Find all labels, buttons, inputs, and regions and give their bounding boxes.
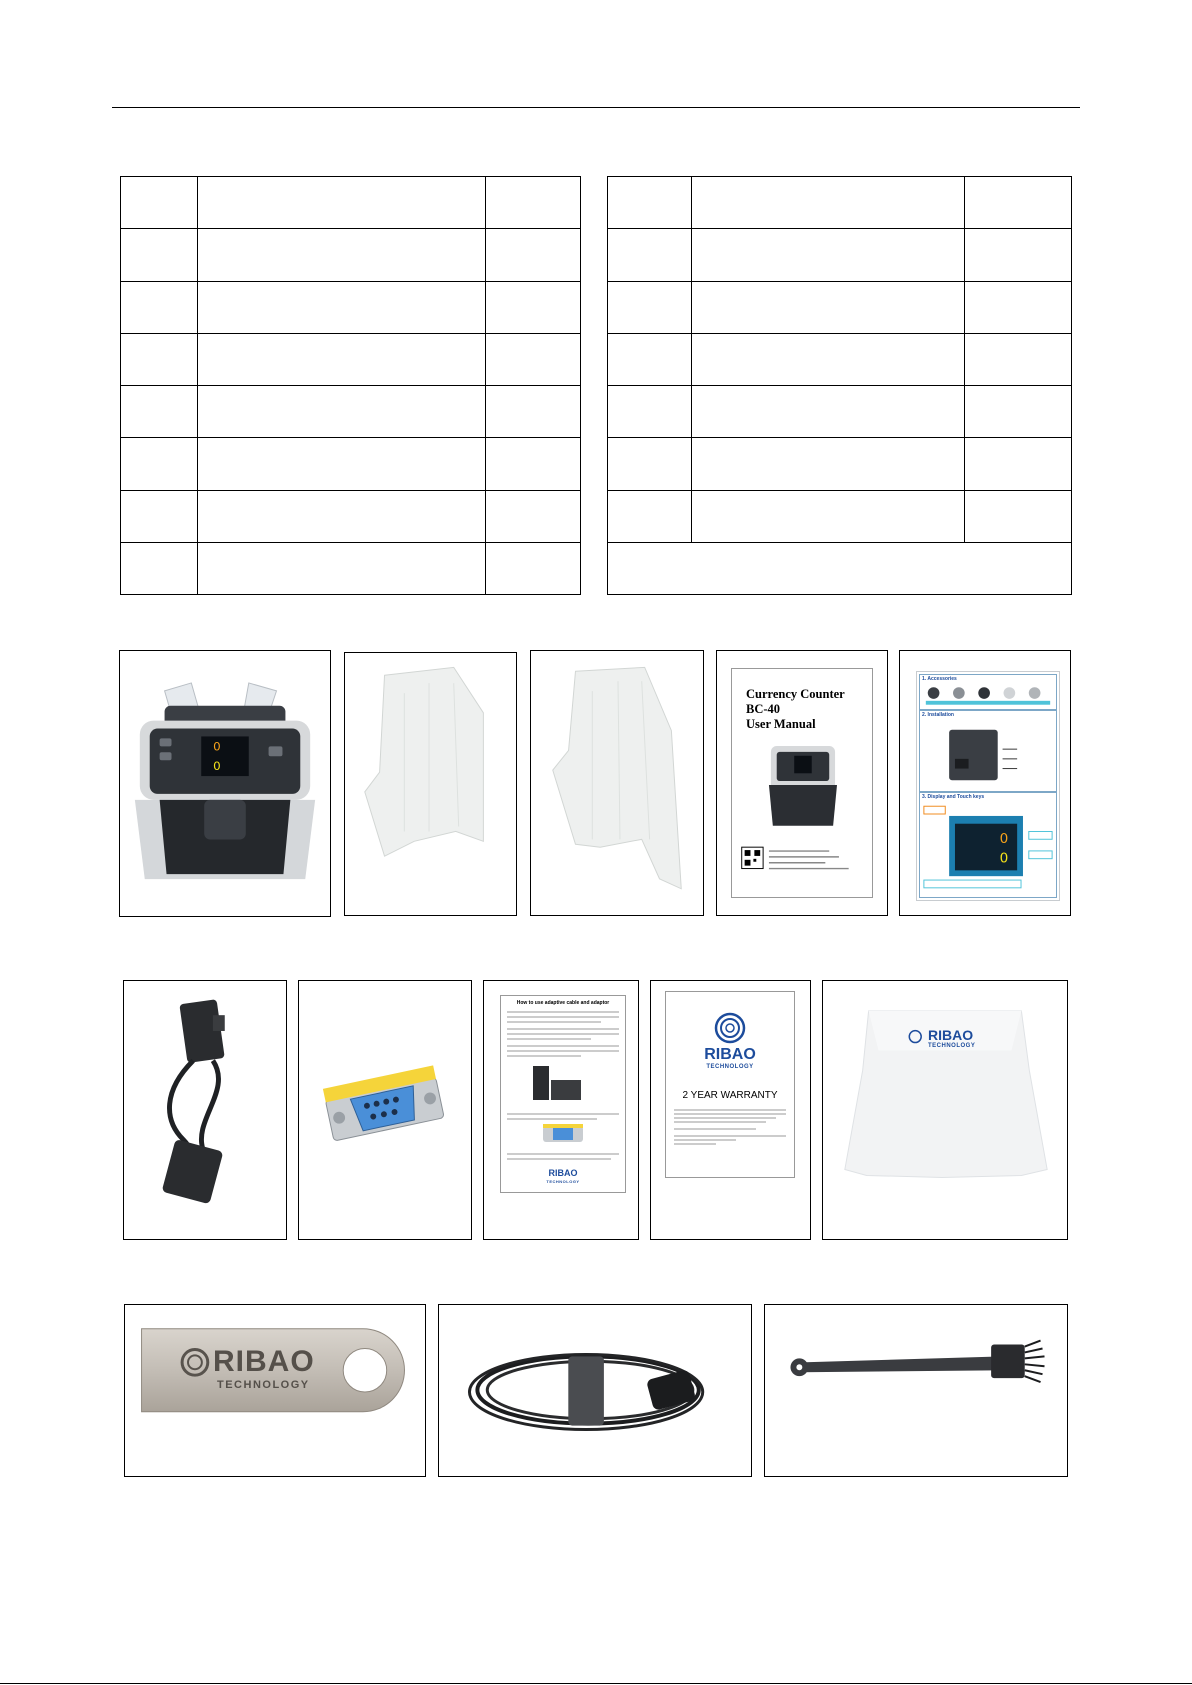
dust-cover-brand: RIBAO	[928, 1027, 974, 1043]
warranty-brand: RIBAO	[704, 1046, 756, 1063]
table-cell	[198, 177, 486, 229]
table-cell	[121, 333, 198, 385]
table-cell	[608, 229, 692, 281]
table-cell	[692, 438, 965, 490]
table-cell	[608, 438, 692, 490]
guide-section-installation	[919, 710, 1057, 792]
adapter-leaflet-sheet	[500, 995, 626, 1193]
table-cell	[965, 229, 1072, 281]
currency-counter-photo	[119, 650, 331, 917]
table-cell	[198, 386, 486, 438]
warranty-brand-sub: TECHNOLOGY	[706, 1064, 754, 1070]
table-cell	[692, 386, 965, 438]
table-cell	[198, 229, 486, 281]
currency-counter-icon	[120, 651, 330, 916]
guide-section1-title: 1. Accessories	[922, 676, 957, 682]
table-gap	[581, 177, 608, 595]
table-cell	[486, 490, 581, 542]
table-cell	[965, 281, 1072, 333]
header-rule	[112, 107, 1080, 108]
table-cell	[608, 490, 692, 542]
ribao-logo-icon	[666, 992, 794, 1177]
hopper-plate-icon	[531, 651, 703, 915]
table-cell-merged	[608, 542, 1072, 594]
cleaning-brush-icon	[765, 1305, 1067, 1476]
usb-brand: RIBAO	[213, 1345, 315, 1378]
usb-brand-sub: TECHNOLOGY	[217, 1379, 310, 1391]
table-cell	[121, 229, 198, 281]
hopper-plate-icon	[345, 653, 516, 915]
warranty-card-photo	[650, 980, 811, 1240]
svg-text:0: 0	[999, 850, 1009, 867]
dust-cover-brand-sub: TECHNOLOGY	[928, 1043, 976, 1049]
adapter-leaflet-brand-sub: TECHNOLOGY	[546, 1179, 580, 1184]
dust-cover-photo	[822, 980, 1068, 1240]
power-cord-icon	[439, 1305, 751, 1476]
table-cell	[198, 542, 486, 594]
accessories-icons	[920, 683, 1056, 707]
table-cell	[692, 333, 965, 385]
manual-title-line3: User Manual	[746, 717, 816, 731]
table-cell	[692, 177, 965, 229]
guide-section-accessories	[919, 674, 1057, 710]
table-cell	[608, 177, 692, 229]
table-cell	[486, 438, 581, 490]
table-cell	[965, 333, 1072, 385]
warranty-card-sheet	[665, 991, 795, 1178]
serial-cable-icon	[124, 981, 286, 1239]
guide-section-display	[919, 792, 1057, 898]
adapter-leaflet-photo	[483, 980, 639, 1240]
table-cell	[198, 281, 486, 333]
adapter-leaflet-brand: RIBAO	[548, 1168, 578, 1178]
hopper-plate-right-photo	[530, 650, 704, 916]
guide-section2-title: 2. Installation	[922, 712, 954, 718]
table-cell	[486, 177, 581, 229]
table-cell	[965, 490, 1072, 542]
table-cell	[121, 386, 198, 438]
manual-cover	[731, 668, 873, 898]
table-cell	[121, 490, 198, 542]
hopper-plate-left-photo	[344, 652, 517, 916]
warranty-title: 2 YEAR WARRANTY	[682, 1090, 778, 1101]
table-cell	[486, 542, 581, 594]
table-cell	[486, 386, 581, 438]
table-cell	[198, 333, 486, 385]
table-cell	[692, 229, 965, 281]
adapter-leaflet-heading: How to use adaptive cable and adaptor	[516, 1000, 610, 1006]
gender-changer-icon	[299, 981, 471, 1239]
manual-title-line2: BC-40	[746, 702, 781, 716]
quick-guide-sheet	[916, 671, 1060, 901]
svg-text:0: 0	[213, 739, 221, 754]
manual-machine-icon	[732, 669, 872, 897]
quick-guide-photo	[899, 650, 1071, 916]
table-row	[121, 177, 1072, 229]
gender-changer-photo	[298, 980, 472, 1240]
table-cell	[121, 542, 198, 594]
footer-rule	[0, 1683, 1192, 1684]
table-cell	[486, 333, 581, 385]
table-cell	[198, 490, 486, 542]
table-cell	[608, 281, 692, 333]
table-cell	[692, 281, 965, 333]
svg-text:0: 0	[999, 831, 1009, 848]
table-cell	[486, 229, 581, 281]
table-cell	[121, 438, 198, 490]
table-cell	[608, 333, 692, 385]
adapter-leaflet-content	[501, 996, 625, 1192]
table-cell	[965, 438, 1072, 490]
user-manual-photo	[716, 650, 888, 916]
table-cell	[965, 386, 1072, 438]
guide-section3-title: 3. Display and Touch keys	[922, 794, 985, 800]
accessory-table	[120, 176, 1072, 595]
cleaning-brush-photo	[764, 1304, 1068, 1477]
usb-drive-photo	[124, 1304, 426, 1477]
installation-icon	[920, 719, 1056, 789]
table-cell	[608, 386, 692, 438]
table-cell	[965, 177, 1072, 229]
table-cell	[121, 281, 198, 333]
table-cell	[121, 177, 198, 229]
manual-title-line1: Currency Counter	[746, 687, 845, 701]
table-cell	[198, 438, 486, 490]
svg-text:0: 0	[213, 759, 221, 774]
display-icon	[920, 801, 1056, 895]
dust-cover-icon	[823, 981, 1067, 1239]
table-cell	[486, 281, 581, 333]
serial-cable-photo	[123, 980, 287, 1240]
power-cord-photo	[438, 1304, 752, 1477]
table-cell	[692, 490, 965, 542]
